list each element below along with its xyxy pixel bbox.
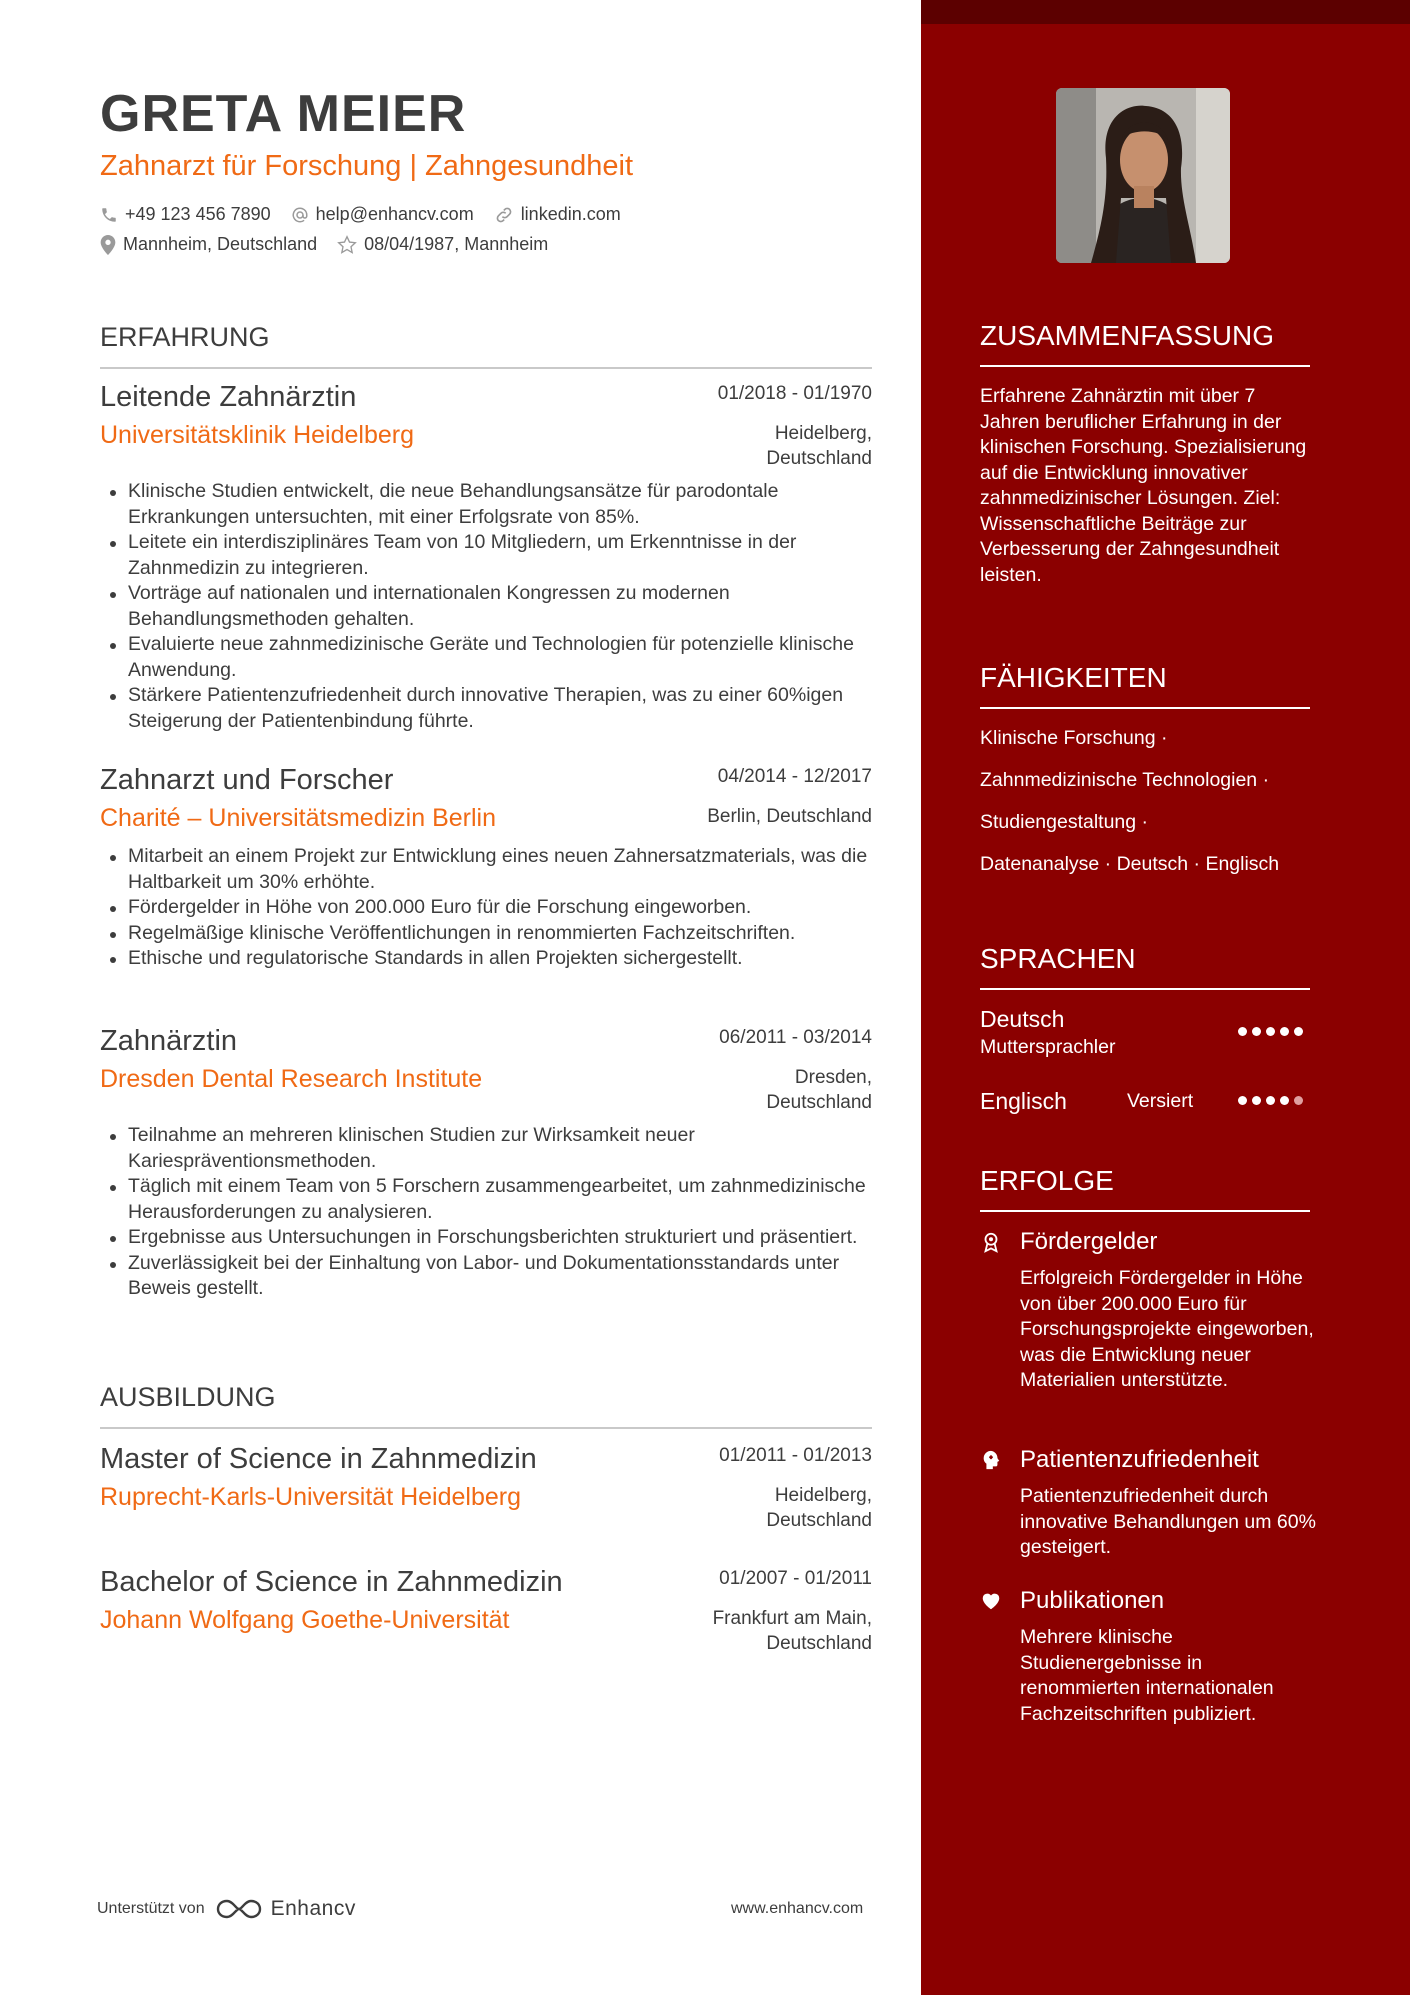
job-location — [766, 421, 872, 471]
job-company: Dresden Dental Research Institute — [100, 1065, 483, 1093]
contact-birth — [337, 234, 548, 255]
contact-location — [100, 234, 317, 255]
link-icon — [494, 205, 514, 225]
sidebar-top-bar — [921, 0, 1410, 24]
job-entry — [100, 1025, 872, 1302]
language-level: Muttersprachler — [980, 1036, 1116, 1058]
language-rating — [1233, 1096, 1303, 1105]
rating-dot-filled — [1266, 1027, 1275, 1036]
footer-branding — [97, 1897, 356, 1921]
job-location-line1: Heidelberg, — [774, 423, 872, 444]
location-text: Mannheim, Deutschland — [123, 234, 318, 254]
bullet-item: Stärkere Patientenzufriedenheit durch innovative Therapien, was zu einer 60%igen Steigerung der Patientenbindung führte. — [100, 683, 872, 734]
education-location — [766, 1483, 872, 1533]
achievement-title: Fördergelder — [1020, 1228, 1158, 1255]
education-date: 01/2011 - 01/2013 — [719, 1445, 872, 1466]
education-entry — [100, 1443, 872, 1535]
contact-row-2 — [100, 234, 568, 255]
candidate-name: GRETA MEIER — [100, 85, 467, 143]
achievements-heading: ERFOLGE — [980, 1165, 1310, 1212]
job-entry — [100, 381, 872, 734]
education-heading: AUSBILDUNG — [100, 1382, 872, 1429]
job-bullets — [100, 1123, 872, 1302]
linkedin-text: linkedin.com — [520, 204, 621, 224]
brain-icon — [980, 1449, 1002, 1471]
rating-dot-filled — [1252, 1096, 1261, 1105]
achievement-text: Erfolgreich Fördergelder in Höhe von über 200.000 Euro für Forschungsprojekte eingeworben, was die Entwicklung neuer Materialien unterstützte. — [1020, 1267, 1314, 1391]
job-location-line2: Deutschland — [766, 448, 872, 469]
rating-dot-filled — [1238, 1096, 1247, 1105]
education-location — [713, 1606, 872, 1656]
skill-line: Zahnmedizinische Technologien · — [980, 769, 1270, 791]
footer-url[interactable]: www.enhancv.com — [731, 1900, 864, 1917]
education-entry — [100, 1566, 872, 1658]
rating-dot-filled — [1294, 1027, 1303, 1036]
skills-heading: FÄHIGKEITEN — [980, 662, 1310, 709]
award-icon — [980, 1231, 1002, 1253]
languages-heading: SPRACHEN — [980, 943, 1310, 990]
education-date: 01/2007 - 01/2011 — [719, 1568, 872, 1589]
bullet-item: Vorträge auf nationalen und internationalen Kongressen zu modernen Behandlungsmethoden gehalten. — [100, 581, 872, 632]
skill-line: Studiengestaltung · — [980, 811, 1149, 833]
job-date: 01/2018 - 01/1970 — [717, 383, 872, 404]
job-location-line2: Deutschland — [766, 1092, 872, 1113]
star-icon — [337, 235, 357, 255]
achievement-text: Mehrere klinische Studienergebnisse in renommierten internationalen Fachzeitschriften publiziert. — [1020, 1626, 1274, 1725]
contact-row-1 — [100, 204, 641, 225]
job-date: 04/2014 - 12/2017 — [717, 766, 872, 787]
job-location-line1: Dresden, — [794, 1067, 872, 1088]
job-location-line1: Berlin, Deutschland — [707, 806, 872, 827]
education-location-line1: Frankfurt am Main, — [712, 1608, 872, 1629]
bullet-item: Teilnahme an mehreren klinischen Studien zur Wirksamkeit neuer Kariespräventionsmethoden. — [100, 1123, 872, 1174]
phone-icon — [100, 206, 118, 224]
job-title: Zahnärztin — [100, 1025, 238, 1057]
summary-heading: ZUSAMMENFASSUNG — [980, 320, 1310, 367]
rating-dot-filled — [1280, 1027, 1289, 1036]
bullet-item: Fördergelder in Höhe von 200.000 Euro für die Forschung eingeworben. — [100, 895, 872, 921]
rating-dot-filled — [1252, 1027, 1261, 1036]
achievement-text: Patientenzufriedenheit durch innovative Behandlungen um 60% gesteigert. — [1020, 1485, 1316, 1558]
skill-line: Datenanalyse · Deutsch · Englisch — [980, 853, 1280, 875]
bullet-item: Mitarbeit an einem Projekt zur Entwicklung eines neuen Zahnersatzmaterials, was die Haltbarkeit um 30% erhöhte. — [100, 844, 872, 895]
job-title: Zahnarzt und Forscher — [100, 764, 394, 796]
bullet-item: Leitete ein interdisziplinäres Team von 10 Mitgliedern, um Erkenntnisse in der Zahnmedizin zu integrieren. — [100, 530, 872, 581]
bullet-item: Ergebnisse aus Untersuchungen in Forschungsberichten strukturiert und präsentiert. — [100, 1225, 872, 1251]
contact-phone — [100, 204, 271, 225]
degree-title: Master of Science in Zahnmedizin — [100, 1443, 537, 1475]
achievement-title: Patientenzufriedenheit — [1020, 1446, 1259, 1473]
skill-line: Klinische Forschung · — [980, 727, 1168, 749]
education-location-line2: Deutschland — [766, 1510, 872, 1531]
contact-linkedin[interactable] — [494, 204, 621, 225]
job-bullets — [100, 479, 872, 734]
education-location-line1: Heidelberg, — [774, 1485, 872, 1506]
job-location — [707, 804, 872, 829]
profile-photo — [1056, 88, 1230, 263]
degree-title: Bachelor of Science in Zahnmedizin — [100, 1566, 563, 1598]
phone-text: +49 123 456 7890 — [125, 204, 271, 224]
achievement-title: Publikationen — [1020, 1587, 1165, 1614]
language-rating — [1233, 1027, 1303, 1036]
education-location-line2: Deutschland — [766, 1633, 872, 1654]
bullet-item: Zuverlässigkeit bei der Einhaltung von Labor- und Dokumentationsstandards unter Beweis gestellt. — [100, 1251, 872, 1302]
candidate-title: Zahnarzt für Forschung | Zahngesundheit — [100, 150, 634, 182]
summary-text: Erfahrene Zahnärztin mit über 7 Jahren beruflicher Erfahrung in der klinischen Forschung. Spezialisierung auf die Entwicklung innovativer zahnmedizinischer Lösungen. Ziel: Wissenschaftliche Beiträge zur Verbesserung der Zahngesundheit leisten. — [980, 385, 1307, 586]
job-company: Charité – Universitätsmedizin Berlin — [100, 804, 496, 832]
language-name: Deutsch — [980, 1006, 1065, 1032]
job-title: Leitende Zahnärztin — [100, 381, 357, 413]
school-name: Ruprecht-Karls-Universität Heidelberg — [100, 1483, 521, 1511]
language-name: Englisch — [980, 1088, 1067, 1114]
rating-dot-filled — [1280, 1096, 1289, 1105]
bullet-item: Evaluierte neue zahnmedizinische Geräte und Technologien für potenzielle klinische Anwendung. — [100, 632, 872, 683]
bullet-item: Regelmäßige klinische Veröffentlichungen in renommierten Fachzeitschriften. — [100, 921, 872, 947]
school-name: Johann Wolfgang Goethe-Universität — [100, 1606, 510, 1634]
job-bullets — [100, 844, 872, 972]
language-level: Versiert — [1127, 1090, 1194, 1112]
heart-icon — [980, 1590, 1002, 1612]
job-company: Universitätsklinik Heidelberg — [100, 421, 415, 449]
bullet-item: Klinische Studien entwickelt, die neue Behandlungsansätze für parodontale Erkrankungen untersuchten, mit einer Erfolgsrate von 85%. — [100, 479, 872, 530]
location-pin-icon — [100, 235, 116, 255]
rating-dot-filled — [1266, 1096, 1275, 1105]
contact-email[interactable] — [291, 204, 474, 225]
job-date: 06/2011 - 03/2014 — [719, 1027, 872, 1048]
rating-dot-empty — [1294, 1096, 1303, 1105]
enhancv-logo-icon — [215, 1897, 263, 1921]
at-icon — [291, 206, 309, 224]
job-entry — [100, 764, 872, 972]
bullet-item: Ethische und regulatorische Standards in allen Projekten sichergestellt. — [100, 946, 872, 972]
job-location — [766, 1065, 872, 1115]
experience-heading: ERFAHRUNG — [100, 322, 872, 369]
email-text: help@enhancv.com — [315, 204, 474, 224]
brand-name[interactable]: Enhancv — [270, 1897, 356, 1920]
powered-by-text: Unterstützt von — [97, 1900, 205, 1917]
birth-text: 08/04/1987, Mannheim — [364, 234, 549, 254]
bullet-item: Täglich mit einem Team von 5 Forschern zusammengearbeitet, um zahnmedizinische Herausforderungen zu analysieren. — [100, 1174, 872, 1225]
rating-dot-filled — [1238, 1027, 1247, 1036]
